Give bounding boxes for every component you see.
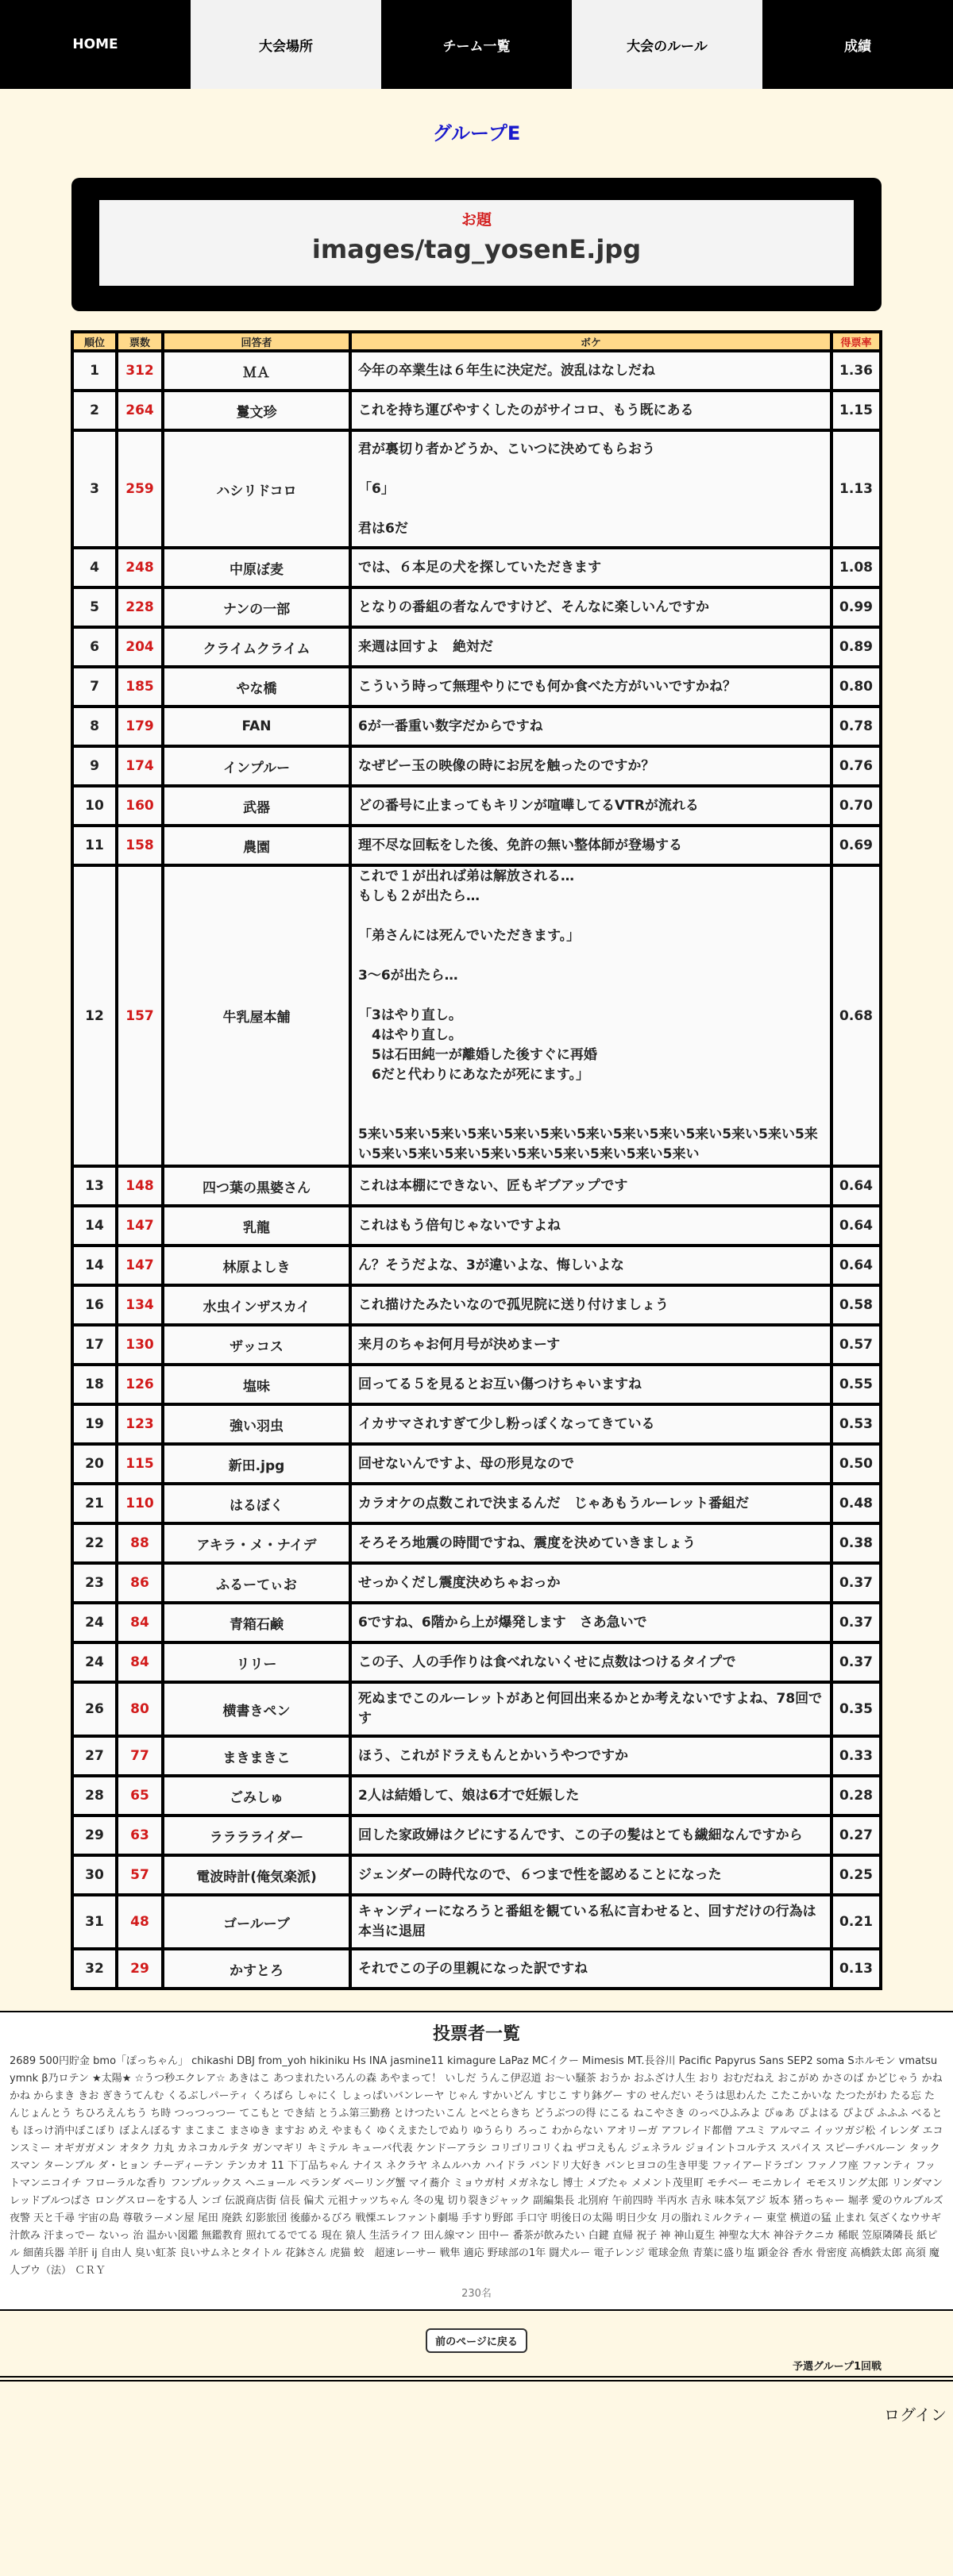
row-votes: 312 — [117, 351, 163, 391]
table-row — [72, 548, 881, 587]
row-answer: となりの番組の者なんですけど、そんなに楽しいんですか — [350, 587, 831, 627]
row-votes: 174 — [117, 746, 163, 786]
row-name: 新田.jpg — [163, 1444, 350, 1484]
row-ratio: 0.13 — [831, 1949, 881, 1989]
row-votes: 157 — [117, 865, 163, 1166]
row-rank: 19 — [72, 1404, 117, 1444]
table-row — [72, 1285, 881, 1325]
row-rank: 27 — [72, 1736, 117, 1776]
table-row — [72, 1206, 881, 1246]
row-ratio: 0.64 — [831, 1246, 881, 1285]
header-rank: 順位 — [72, 332, 117, 351]
row-answer: そろそろ地震の時間ですね、震度を決めていきましょう — [350, 1523, 831, 1563]
row-votes: 126 — [117, 1365, 163, 1404]
table-row — [72, 1816, 881, 1855]
row-name: ハシリドコロ — [163, 430, 350, 548]
nav-venue[interactable]: 大会場所 — [191, 0, 381, 89]
row-rank: 23 — [72, 1563, 117, 1603]
row-rank: 18 — [72, 1365, 117, 1404]
row-rank: 12 — [72, 865, 117, 1166]
row-rank: 7 — [72, 667, 117, 707]
row-name: 鬘文珍 — [163, 391, 350, 430]
row-answer: カラオケの点数これで決まるんだ じゃあもうルーレット番組だ — [350, 1484, 831, 1523]
row-answer: 2人は結婚して、娘は6才で妊娠した — [350, 1776, 831, 1816]
table-row — [72, 1949, 881, 1989]
row-name: FAN — [163, 707, 350, 746]
row-ratio: 0.21 — [831, 1895, 881, 1949]
row-ratio: 0.64 — [831, 1166, 881, 1206]
row-votes: 148 — [117, 1166, 163, 1206]
table-row — [72, 1563, 881, 1603]
row-answer: こういう時って無理やりにでも何か食べた方がいいですかね？ — [350, 667, 831, 707]
row-answer: ほう、これがドラえもんとかいうやつですか — [350, 1736, 831, 1776]
row-name: 林原よしき — [163, 1246, 350, 1285]
top-nav — [0, 0, 953, 89]
table-row — [72, 1523, 881, 1563]
row-answer: 君が裏切り者かどうか、こいつに決めてもらおう 「6」 君は6だ — [350, 430, 831, 548]
row-ratio: 0.37 — [831, 1603, 881, 1642]
header-name: 回答者 — [163, 332, 350, 351]
row-name: まきまきこ — [163, 1736, 350, 1776]
table-row — [72, 1736, 881, 1776]
row-answer: これはもう倍句じゃないですよね — [350, 1206, 831, 1246]
row-rank: 13 — [72, 1166, 117, 1206]
row-ratio: 0.78 — [831, 707, 881, 746]
row-name: やな橋 — [163, 667, 350, 707]
row-votes: 77 — [117, 1736, 163, 1776]
table-row — [72, 1325, 881, 1365]
row-name: ゴールーブ — [163, 1895, 350, 1949]
table-row — [72, 1365, 881, 1404]
row-votes: 123 — [117, 1404, 163, 1444]
row-name: 強い羽虫 — [163, 1404, 350, 1444]
row-votes: 57 — [117, 1855, 163, 1895]
back-wrap — [0, 2328, 953, 2353]
row-answer: 死ぬまでこのルーレットがあと何回出来るかとか考えないですよね、78回です — [350, 1682, 831, 1736]
row-votes: 63 — [117, 1816, 163, 1855]
row-votes: 48 — [117, 1895, 163, 1949]
table-row — [72, 1166, 881, 1206]
login-link[interactable]: ログイン — [884, 2405, 947, 2424]
row-votes: 134 — [117, 1285, 163, 1325]
table-row — [72, 1855, 881, 1895]
table-row — [72, 430, 881, 548]
header-ratio: 得票率 — [831, 332, 881, 351]
row-ratio: 1.13 — [831, 430, 881, 548]
row-rank: 32 — [72, 1949, 117, 1989]
table-row — [72, 1603, 881, 1642]
nav-home[interactable]: HOME — [0, 0, 191, 89]
row-rank: 24 — [72, 1603, 117, 1642]
row-name: アキラ・メ・ナイデ — [163, 1523, 350, 1563]
row-ratio: 0.53 — [831, 1404, 881, 1444]
table-row — [72, 865, 881, 1166]
table-header-row — [72, 332, 881, 351]
row-name: ふるーてぃお — [163, 1563, 350, 1603]
row-name: インプルー — [163, 746, 350, 786]
row-answer: なぜビー玉の映像の時にお尻を触ったのですか？ — [350, 746, 831, 786]
row-ratio: 1.36 — [831, 351, 881, 391]
row-answer: どの番号に止まってもキリンが喧嘩してるVTRが流れる — [350, 786, 831, 826]
row-answer: せっかくだし震度決めちゃおっか — [350, 1563, 831, 1603]
row-ratio: 0.57 — [831, 1325, 881, 1365]
row-rank: 14 — [72, 1246, 117, 1285]
row-name: ごみしゅ — [163, 1776, 350, 1816]
row-ratio: 0.69 — [831, 826, 881, 865]
row-rank: 16 — [72, 1285, 117, 1325]
row-ratio: 0.50 — [831, 1444, 881, 1484]
row-answer: 来月のちゃお何月号が決めまーす — [350, 1325, 831, 1365]
header-answer: ボケ — [350, 332, 831, 351]
row-votes: 264 — [117, 391, 163, 430]
row-ratio: 0.55 — [831, 1365, 881, 1404]
topic-image-alt: images/tag_yosenE.jpg — [311, 234, 642, 264]
row-rank: 5 — [72, 587, 117, 627]
row-rank: 30 — [72, 1855, 117, 1895]
row-votes: 160 — [117, 786, 163, 826]
row-name: 中原ぼ麦 — [163, 548, 350, 587]
row-name: はるぼく — [163, 1484, 350, 1523]
table-row — [72, 351, 881, 391]
table-row — [72, 1444, 881, 1484]
table-row — [72, 1776, 881, 1816]
row-rank: 8 — [72, 707, 117, 746]
row-name: リリー — [163, 1642, 350, 1682]
row-votes: 110 — [117, 1484, 163, 1523]
row-answer: 6が一番重い数字だからですね — [350, 707, 831, 746]
row-votes: 88 — [117, 1523, 163, 1563]
row-name: 武器 — [163, 786, 350, 826]
row-name: 乳龍 — [163, 1206, 350, 1246]
row-rank: 3 — [72, 430, 117, 548]
row-name: クライムクライム — [163, 627, 350, 667]
row-votes: 115 — [117, 1444, 163, 1484]
row-answer: 理不尽な回転をした後、免許の無い整体師が登場する — [350, 826, 831, 865]
row-ratio: 0.80 — [831, 667, 881, 707]
row-name: ＭＡ — [163, 351, 350, 391]
row-answer: ジェンダーの時代なので、６つまで性を認めることになった — [350, 1855, 831, 1895]
row-rank: 26 — [72, 1682, 117, 1736]
row-ratio: 0.70 — [831, 786, 881, 826]
row-ratio: 0.28 — [831, 1776, 881, 1816]
table-row — [72, 1246, 881, 1285]
table-row — [72, 1642, 881, 1682]
row-rank: 14 — [72, 1206, 117, 1246]
nav-rules[interactable]: 大会のルール — [572, 0, 762, 89]
row-ratio: 0.99 — [831, 587, 881, 627]
row-ratio: 0.48 — [831, 1484, 881, 1523]
row-votes: 130 — [117, 1325, 163, 1365]
table-row — [72, 667, 881, 707]
row-answer: 回せないんですよ、母の形見なので — [350, 1444, 831, 1484]
row-votes: 29 — [117, 1949, 163, 1989]
row-answer: イカサマされすぎて少し粉っぽくなってきている — [350, 1404, 831, 1444]
row-votes: 147 — [117, 1206, 163, 1246]
row-name: ナンの一部 — [163, 587, 350, 627]
row-votes: 84 — [117, 1603, 163, 1642]
table-row — [72, 1895, 881, 1949]
row-answer: 回ってる５を見るとお互い傷つけちゃいますね — [350, 1365, 831, 1404]
row-ratio: 0.37 — [831, 1563, 881, 1603]
row-rank: 21 — [72, 1484, 117, 1523]
row-votes: 185 — [117, 667, 163, 707]
row-name: 電波時計(俺気楽派) — [163, 1855, 350, 1895]
row-ratio: 0.89 — [831, 627, 881, 667]
row-rank: 31 — [72, 1895, 117, 1949]
table-row — [72, 826, 881, 865]
row-votes: 84 — [117, 1642, 163, 1682]
row-answer: この子、人の手作りは食べれないくせに点数はつけるタイプで — [350, 1642, 831, 1682]
row-answer: 今年の卒業生は６年生に決定だ。波乱はなしだね — [350, 351, 831, 391]
row-answer: では、６本足の犬を探していただきます — [350, 548, 831, 587]
voters-section — [0, 2011, 953, 2311]
row-name: かすとろ — [163, 1949, 350, 1989]
row-rank: 9 — [72, 746, 117, 786]
header-votes: 票数 — [117, 332, 163, 351]
row-answer: 来週は回すよ 絶対だ — [350, 627, 831, 667]
table-row — [72, 1404, 881, 1444]
row-answer: これ描けたみたいなので孤児院に送り付けましょう — [350, 1285, 831, 1325]
row-rank: 2 — [72, 391, 117, 430]
row-rank: 29 — [72, 1816, 117, 1855]
row-votes: 259 — [117, 430, 163, 548]
table-row — [72, 786, 881, 826]
row-rank: 4 — [72, 548, 117, 587]
row-ratio: 0.25 — [831, 1855, 881, 1895]
results-table — [71, 330, 882, 1990]
voters-title: 投票者一覧 — [432, 2024, 520, 2044]
row-ratio: 0.58 — [831, 1285, 881, 1325]
row-ratio: 0.38 — [831, 1523, 881, 1563]
voters-count: 230名 — [461, 2288, 492, 2300]
back-button[interactable]: 前のページに戻る — [426, 2328, 527, 2353]
row-votes: 147 — [117, 1246, 163, 1285]
row-name: ザッコス — [163, 1325, 350, 1365]
row-name: 四つ葉の黒婆さん — [163, 1166, 350, 1206]
row-votes: 204 — [117, 627, 163, 667]
topic-panel — [71, 178, 882, 311]
page-info: 予選グループ1回戦 — [792, 2361, 882, 2373]
row-ratio: 0.37 — [831, 1642, 881, 1682]
nav-results[interactable]: 成績 — [762, 0, 953, 89]
row-name: 塩味 — [163, 1365, 350, 1404]
row-rank: 17 — [72, 1325, 117, 1365]
row-answer: これを持ち運びやすくしたのがサイコロ、もう既にある — [350, 391, 831, 430]
table-row — [72, 391, 881, 430]
row-name: ラララライダー — [163, 1816, 350, 1855]
row-ratio: 0.64 — [831, 1206, 881, 1246]
row-ratio: 0.35 — [831, 1682, 881, 1736]
divider — [0, 2376, 953, 2382]
row-answer: これは本棚にできない、匠もギブアップです — [350, 1166, 831, 1206]
row-votes: 228 — [117, 587, 163, 627]
voters-list: 2689 500円貯金 bmo「ぽっちゃん」 chikashi DBJ from_yoh hikiniku Hs INA jasmine11 kimagure LaPaz MCイクー Mimesis MT.長谷川 Pacific Papyrus Sans SEP2 soma Sホルモン vmatsu ymnk β乃ロテン ★太陽★ ☆うつ秒エクレア☆ あきはこ あつまれたいろんの森 あやまって！ いしだ うんこ伊忍道 お〜い騒茶 おうか おふざけ人生 おり おむだねえ おこがめ かさのば かどじゃう かねかね からまき きお ぎきうてんむ くるぶしパーティ くろばら しゃにく しょっぱいバンレーヤ じゃん すかいどん すじこ すり鉢グー すの せんだい そうは思わんた こたこかいな たつたがわ たる忘 たんじょんとう ちひろえんちう ち時 つっつっつー てこもと でき結 とうふ第三勤務 とけつたいこん とべとらきち どうぶつの得 にこる ねこやさき のっぺひふみよ ぴゅあ ぴよはる ぴよぴ ふふふ べるとも ほっけ消中ぼこぼり ぼよんぼるす まこまこ まさゆき ますお めえ やまもく ゆくえまたしでぬり ゆうらり ろっこ わからない アオリーガ アフレイド都僧 アユミ アルマニ イッツガジ松 イレンダ エコンスミー オギガガメン オタク 力丸 カネコカルテタ ガンマギリ キミテル キューバ代表 ケンドーアラシ コリゴリコリくね ザコえもん ジェネラル ジョイントコルテス スパイス スピーチバルーン タックスマン ターンブル ダ・ヒョン チーディーテン テンカオ 11 下丁品ちゃん ナイス ネクラヤ ネムルハカ ハイドラ バンドリ大好き バンヒヨコの生き甲斐 ファイアードラゴン ファノフ座 ファンティ フットマンニコイチ フローラルな香り フンプルックス ヘニョール ペランダ ペーリング蟹 マイ蕎介 ミョウガ村 メガネなし 博士 メブたゃ メメント茂里町 モチベー モニカレイ モモスリング太郎 リンダマン レッドブルつばさ ロングスローをする人 ンゴ 伝説商店街 信長 偏犬 元祖ナッツちゃん 冬の鬼 切り裂きジャック 副編集長 北別府 午前四時 半丙水 吉永 味本気アジ 坂本 猪っちゃー 堀孝 愛のウルブルズ 夜警 天と千尋 宇宙の島 尊敬ラーメン屋 尾田 廃鉄 幻影旅団 後藤かるびろ 戦慄エレファント劇場 手すり野郎 手口守 明後日の太陽 明日少女 月の脂れミルクティー 東堂 横道の猛 止まれ 気ざくなウサギ 汁飲み 汗まっでー ないっ 治 温かい図鑑 無鑑教育 照れてるでてる 現在 猿人 生活ライフ 田ん線マン 田中ー 番茶が飲みたい 白鍵 直帰 祝子 神 神山夏生 神聖な大木 神谷テクニカ 稀眠 笠原隣隣長 紙ピル 細菌兵器 羊肝 ij 自由人 臭い虹茶 良いサムネとタイトル 花鉢さん 虎猫 蛟 超速レーサー 戦隼 適応 野球部の1年 闘犬ルー 電子レンジ 電球金魚 青葉に盛り塩 顕金谷 香水 骨密度 高橋鉄太郎 高須 魔人ブウ（法） ＣＲＹ — [10, 2055, 943, 2277]
group-title: グループE — [432, 122, 521, 144]
row-name: 牛乳屋本舗 — [163, 865, 350, 1166]
topic-label: お題 — [461, 211, 492, 229]
row-ratio: 0.27 — [831, 1816, 881, 1855]
row-answer: それでこの子の里親になった訳ですね — [350, 1949, 831, 1989]
row-rank: 22 — [72, 1523, 117, 1563]
row-answer: ん？そうだよな、3が違いよな、悔しいよな — [350, 1246, 831, 1285]
row-votes: 179 — [117, 707, 163, 746]
row-rank: 11 — [72, 826, 117, 865]
row-answer: 回した家政婦はクビにするんです、この子の髪はとても繊細なんですから — [350, 1816, 831, 1855]
row-rank: 1 — [72, 351, 117, 391]
table-row — [72, 627, 881, 667]
table-row — [72, 707, 881, 746]
row-votes: 248 — [117, 548, 163, 587]
row-votes: 158 — [117, 826, 163, 865]
row-name: 青箱石鹸 — [163, 1603, 350, 1642]
row-answer: 6ですね、6階から上が爆発します さあ急いで — [350, 1603, 831, 1642]
table-row — [72, 587, 881, 627]
row-rank: 20 — [72, 1444, 117, 1484]
row-rank: 6 — [72, 627, 117, 667]
row-rank: 24 — [72, 1642, 117, 1682]
topic-box — [99, 200, 854, 286]
row-votes: 65 — [117, 1776, 163, 1816]
row-name: 農園 — [163, 826, 350, 865]
row-ratio: 0.76 — [831, 746, 881, 786]
row-ratio: 1.08 — [831, 548, 881, 587]
table-row — [72, 746, 881, 786]
row-rank: 10 — [72, 786, 117, 826]
row-votes: 80 — [117, 1682, 163, 1736]
row-answer: これで１が出れば弟は解放される… もしも２が出たら… 「弟さんには死んでいただきます。」 3〜6が出たら… 「3はやり直し。 4はやり直し。 5は石田純一が離婚した後すぐに再婚 6だと代わりにあなたが死にます。」 5来い5来い5来い5来い5来い5来い5来い5来い5来い5来い5来い5来い5来い5来い5来い5来い5来い5来い5来い5来い5来い5来い — [350, 865, 831, 1166]
row-ratio: 0.68 — [831, 865, 881, 1166]
nav-teams[interactable]: チーム一覧 — [381, 0, 572, 89]
table-row — [72, 1484, 881, 1523]
row-ratio: 1.15 — [831, 391, 881, 430]
table-row — [72, 1682, 881, 1736]
row-rank: 28 — [72, 1776, 117, 1816]
row-votes: 86 — [117, 1563, 163, 1603]
row-name: 横書きペン — [163, 1682, 350, 1736]
row-name: 水虫インザスカイ — [163, 1285, 350, 1325]
row-ratio: 0.33 — [831, 1736, 881, 1776]
row-answer: キャンディーになろうと番組を観ている私に言わせると、回すだけの行為は本当に退屈 — [350, 1895, 831, 1949]
